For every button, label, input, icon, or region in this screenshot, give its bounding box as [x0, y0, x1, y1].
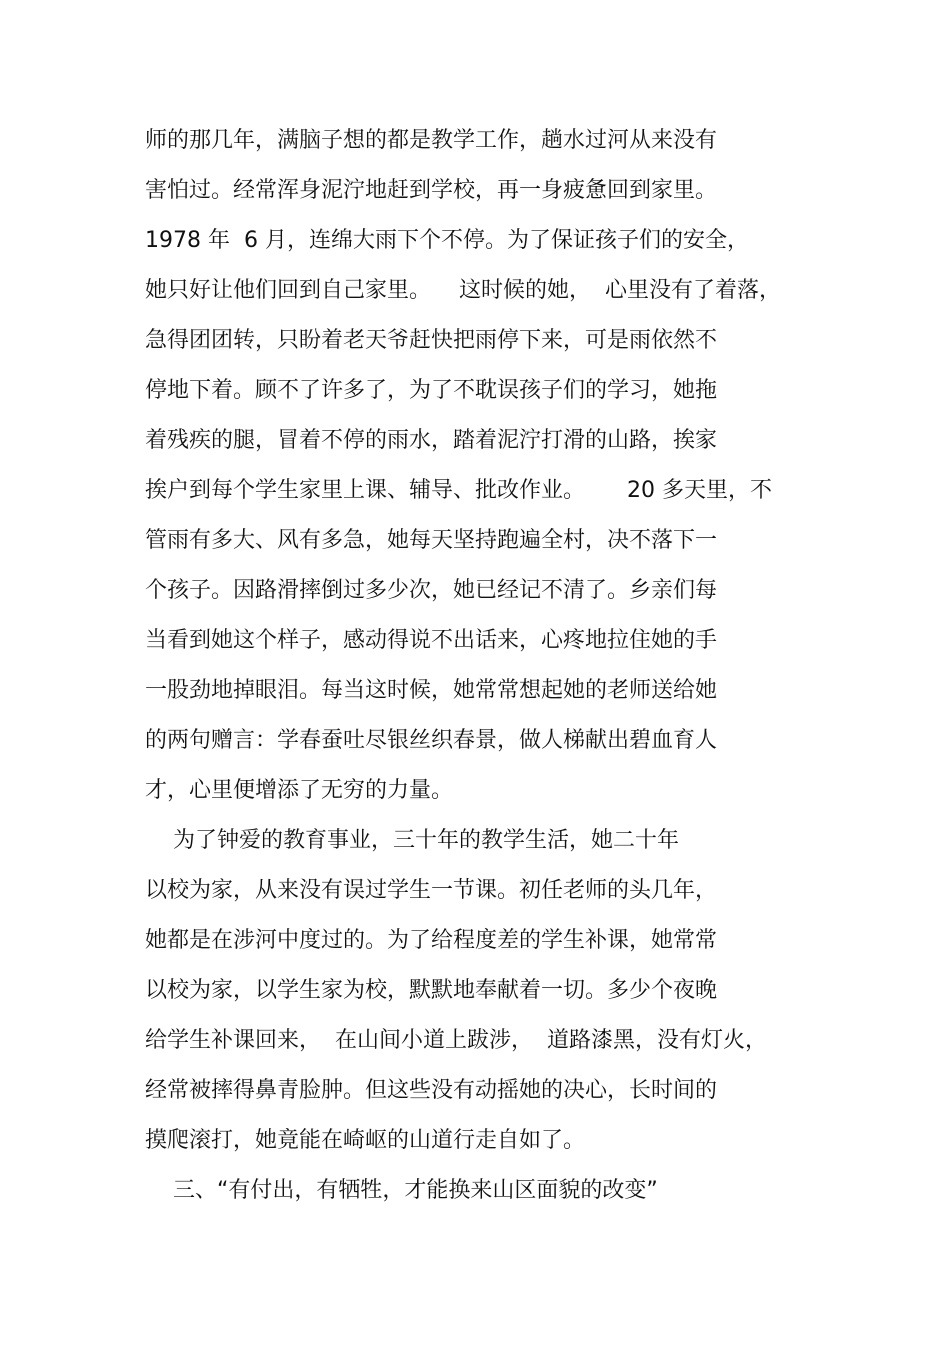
text-line: 给学生补课回来， 在山间小道上跋涉， 道路漆黑，没有灯火， — [145, 1028, 767, 1053]
text-line: 以校为家，从来没有误过学生一节课。初任老师的头几年， — [145, 878, 718, 903]
text-line: 她只好让他们回到自己家里。 这时候的她， 心里没有了着落， — [145, 278, 781, 303]
text-line: 1978 年 6 月，连绵大雨下个不停。为了保证孩子们的安全， — [145, 228, 749, 253]
text-line: 的两句赠言：学春蚕吐尽银丝织春景，做人梯献出碧血育人 — [145, 728, 718, 753]
text-line: 师的那几年，满脑子想的都是教学工作，趟水过河从来没有 — [145, 128, 718, 153]
text-line: 急得团团转，只盼着老天爷赶快把雨停下来，可是雨依然不 — [145, 328, 718, 353]
section-heading: 三、“有付出，有牺牲，才能换来山区面貌的改变” — [145, 1178, 658, 1203]
text-line: 一股劲地掉眼泪。每当这时候，她常常想起她的老师送给她 — [145, 678, 718, 703]
text-line: 挨户到每个学生家里上课、辅导、批改作业。 20 多天里，不 — [145, 478, 772, 503]
text-line: 个孩子。因路滑摔倒过多少次，她已经记不清了。乡亲们每 — [145, 578, 718, 603]
text-line: 她都是在涉河中度过的。为了给程度差的学生补课，她常常 — [145, 928, 718, 953]
paragraph-start-line: 为了钟爱的教育事业，三十年的教学生活，她二十年 — [145, 828, 679, 853]
text-line: 经常被摔得鼻青脸肿。但这些没有动摇她的决心，长时间的 — [145, 1078, 718, 1103]
text-line: 着残疾的腿，冒着不停的雨水，踏着泥泞打滑的山路，挨家 — [145, 428, 718, 453]
text-line: 停地下着。顾不了许多了，为了不耽误孩子们的学习，她拖 — [145, 378, 718, 403]
text-line: 当看到她这个样子，感动得说不出话来，心疼地拉住她的手 — [145, 628, 718, 653]
text-line: 摸爬滚打，她竟能在崎岖的山道行走自如了。 — [145, 1128, 586, 1153]
text-line: 才，心里便增添了无穷的力量。 — [145, 778, 454, 803]
text-line: 以校为家，以学生家为校，默默地奉献着一切。多少个夜晚 — [145, 978, 718, 1003]
text-line: 害怕过。经常浑身泥泞地赶到学校，再一身疲惫回到家里。 — [145, 178, 718, 203]
text-line: 管雨有多大、风有多急，她每天坚持跑遍全村，决不落下一 — [145, 528, 718, 553]
